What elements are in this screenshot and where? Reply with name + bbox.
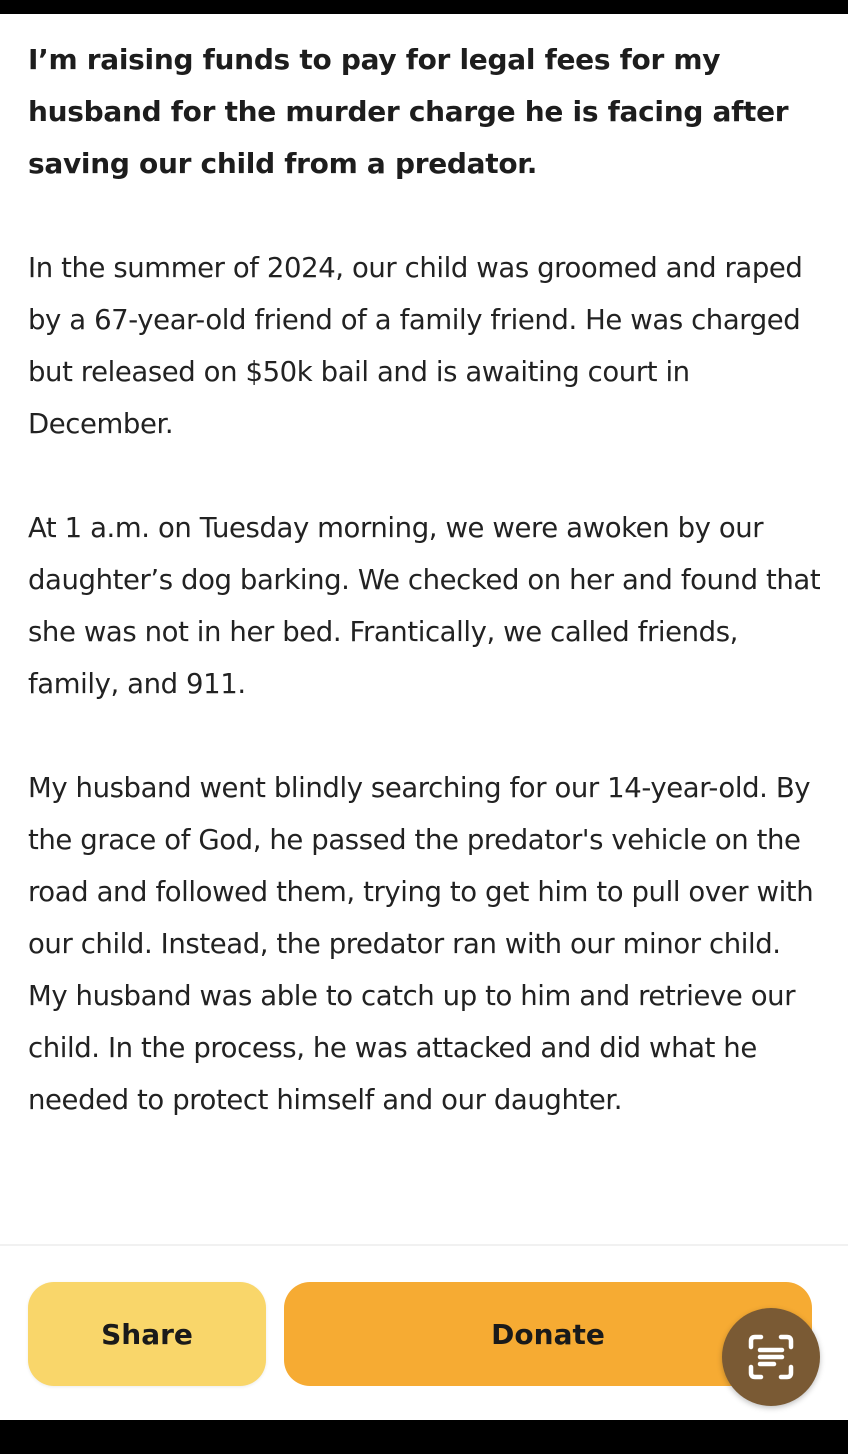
bottom-navigation-bar	[0, 1420, 848, 1454]
story-paragraph-2: At 1 a.m. on Tuesday morning, we were awoken by our daughter’s dog barking. We checked on her and found that she was not in her bed. Frantically, we called friends, family, and 911.	[28, 512, 821, 700]
story-headline: I’m raising funds to pay for legal fees for my husband for the murder charge he is facing after saving our child from a predator.	[28, 43, 789, 180]
fundraiser-story	[28, 34, 828, 1126]
top-status-bar	[0, 0, 848, 14]
story-paragraph-3: My husband went blindly searching for our 14-year-old. By the grace of God, he passed the predator's vehicle on the road and followed them, trying to get him to pull over with our child. Instead, the predator ran with our minor child. My husband was able to catch up to him and retrieve our child. In the process, he was attacked and did what he needed to protect himself and our daughter.	[28, 772, 814, 1116]
story-paragraph-1: In the summer of 2024, our child was groomed and raped by a 67-year-old friend of a family friend. He was charged but released on $50k bail and is awaiting court in December.	[28, 252, 803, 440]
text-scan-button[interactable]	[722, 1308, 820, 1406]
donate-button[interactable]: Donate	[284, 1282, 812, 1386]
share-button[interactable]: Share	[28, 1282, 266, 1386]
text-scan-icon	[743, 1329, 799, 1385]
action-bar-divider	[0, 1244, 848, 1246]
